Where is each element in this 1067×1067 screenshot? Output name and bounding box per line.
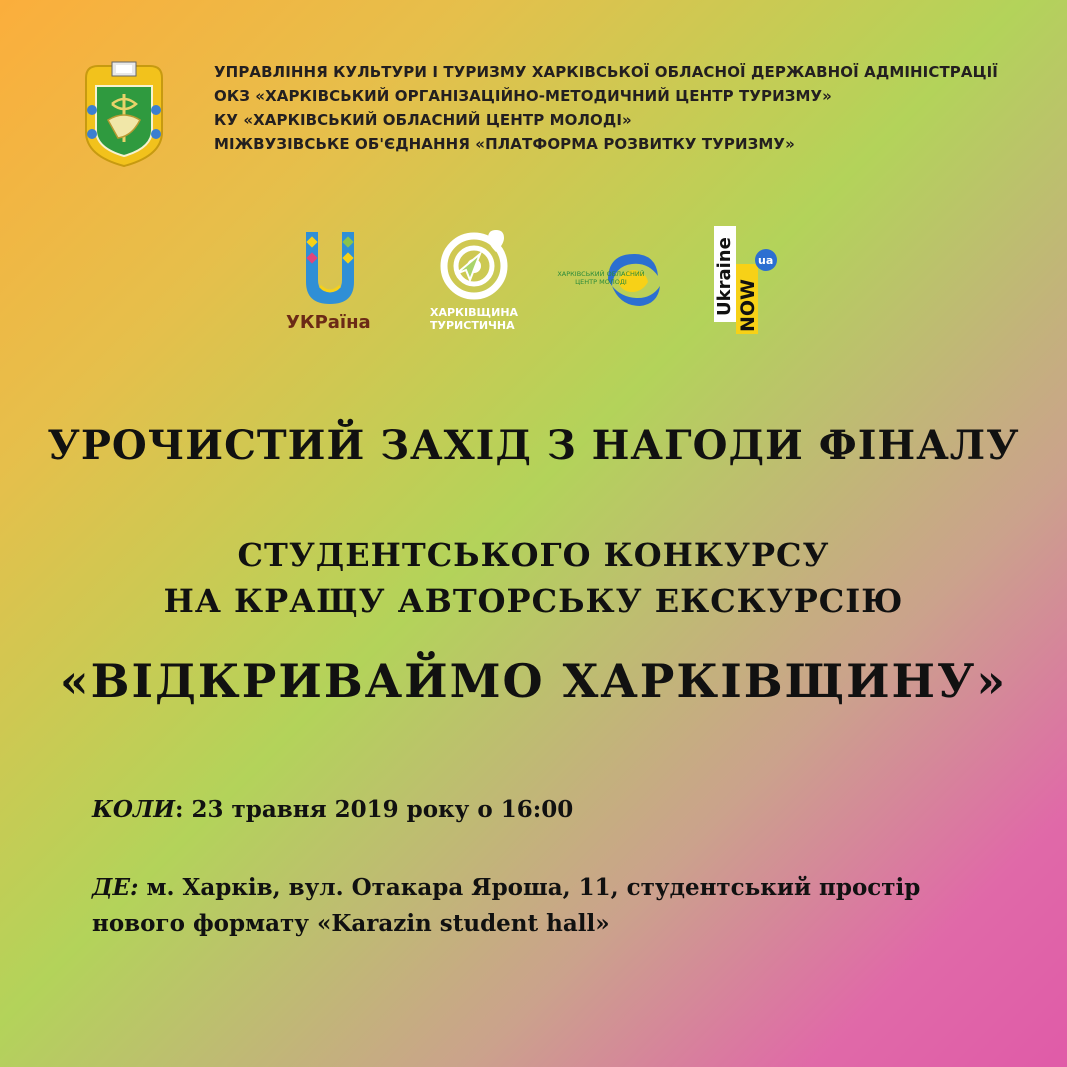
event-where <box>92 870 920 942</box>
kharkiv-oblast-coat-of-arms-icon <box>78 58 170 170</box>
organizer-line: УПРАВЛІННЯ КУЛЬТУРИ І ТУРИЗМУ ХАРКІВСЬКОЇ ОБЛАСНОЇ ДЕРЖАВНОЇ АДМІНІСТРАЦІЇ <box>214 63 998 81</box>
ukraine-logo-label: УКРаїна <box>286 312 371 333</box>
youth-center-logo-line: ХАРКІВСЬКИЙ ОБЛАСНИЙ <box>557 270 645 278</box>
youth-center-logo-label <box>556 270 646 286</box>
headline-line-2: СТУДЕНТСЬКОГО КОНКУРСУ <box>237 536 830 574</box>
organizers-list <box>214 60 998 156</box>
kharkivshchyna-logo-line: ТУРИСТИЧНА <box>430 319 515 332</box>
when-label: КОЛИ <box>92 796 176 823</box>
ukraine-now-word-ukraine: Ukraine <box>714 237 735 316</box>
ukraine-now-badge: ua <box>758 254 774 267</box>
where-value-line-1: м. Харків, вул. Отакара Яроша, 11, студентський простір <box>138 874 921 901</box>
headline-subtitle <box>0 532 1067 624</box>
kharkivshchyna-tourist-logo-icon <box>436 224 516 304</box>
event-when <box>92 792 573 828</box>
youth-center-logo-line: ЦЕНТР МОЛОДІ <box>575 278 627 286</box>
where-label: ДЕ: <box>92 874 139 901</box>
ukraine-now-word-now: NOW <box>737 278 759 332</box>
organizer-line: ОКЗ «ХАРКІВСЬКИЙ ОРГАНІЗАЦІЙНО-МЕТОДИЧНИЙ ЦЕНТР ТУРИЗМУ» <box>214 87 832 105</box>
ukraine-brand-logo-icon <box>300 228 360 308</box>
kharkivshchyna-logo-label <box>430 306 518 332</box>
organizer-line: МІЖВУЗІВСЬКЕ ОБ'ЄДНАННЯ «ПЛАТФОРМА РОЗВИТКУ ТУРИЗМУ» <box>214 135 795 153</box>
where-value-line-2: нового формату «Karazin student hall» <box>92 910 610 937</box>
ukraine-now-logo-icon <box>712 224 778 336</box>
headline-line-1: УРОЧИСТИЙ ЗАХІД З НАГОДИ ФІНАЛУ <box>47 422 1020 469</box>
kharkivshchyna-logo-line: ХАРКІВЩИНА <box>430 306 519 319</box>
headline-line-3: НА КРАЩУ АВТОРСЬКУ ЕКСКУРСІЮ <box>163 582 904 620</box>
when-value: : 23 травня 2019 року о 16:00 <box>175 796 574 823</box>
contest-name: «ВІДКРИВАЙМО ХАРКІВЩИНУ» <box>59 654 1008 708</box>
organizer-line: КУ «ХАРКІВСЬКИЙ ОБЛАСНИЙ ЦЕНТР МОЛОДІ» <box>214 111 632 129</box>
